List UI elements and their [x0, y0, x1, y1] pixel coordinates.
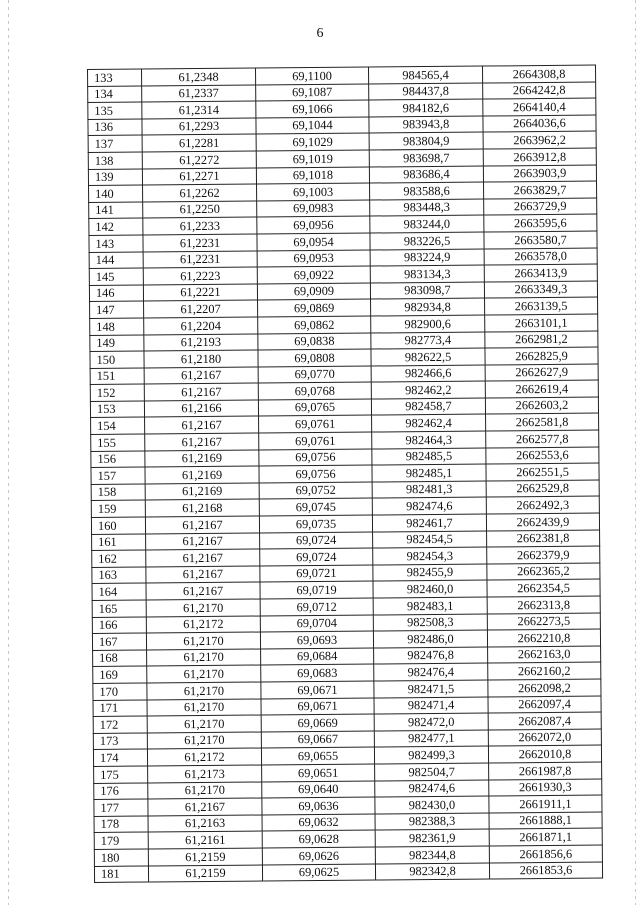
x-coordinate-cell: 982342,8: [375, 863, 489, 881]
longitude-cell: 69,0724: [260, 532, 373, 550]
point-number-cell: 177: [94, 799, 148, 816]
coordinates-table-body: [88, 65, 603, 882]
y-coordinate-cell: 2662072,0: [488, 729, 601, 747]
longitude-cell: 69,0770: [258, 366, 371, 384]
latitude-cell: 61,2167: [145, 516, 259, 534]
longitude-cell: 69,0756: [259, 449, 372, 467]
longitude-cell: 69,0693: [260, 631, 373, 649]
longitude-cell: 69,0640: [262, 781, 375, 799]
latitude-cell: 61,2170: [147, 665, 261, 683]
point-number-cell: 148: [90, 318, 144, 335]
latitude-cell: 61,2293: [142, 118, 256, 136]
y-coordinate-cell: 2663903,9: [483, 165, 596, 183]
point-number-cell: 179: [94, 832, 148, 849]
latitude-cell: 61,2170: [146, 632, 260, 650]
longitude-cell: 69,0712: [260, 598, 373, 616]
longitude-cell: 69,0983: [257, 200, 370, 218]
point-number-cell: 138: [88, 152, 142, 169]
longitude-cell: 69,1087: [256, 84, 369, 102]
x-coordinate-cell: 982464,3: [372, 431, 486, 449]
longitude-cell: 69,0862: [258, 316, 371, 334]
point-number-cell: 158: [91, 484, 145, 501]
point-number-cell: 139: [88, 169, 142, 186]
x-coordinate-cell: 982486,0: [373, 630, 487, 648]
y-coordinate-cell: 2662603,2: [485, 397, 598, 415]
point-number-cell: 166: [92, 617, 146, 634]
y-coordinate-cell: 2661871,1: [489, 828, 602, 846]
y-coordinate-cell: 2664036,6: [483, 115, 596, 133]
latitude-cell: 61,2167: [145, 433, 259, 451]
y-coordinate-cell: 2663829,7: [484, 181, 597, 199]
latitude-cell: 61,2170: [148, 782, 262, 800]
latitude-cell: 61,2281: [142, 134, 256, 152]
latitude-cell: 61,2170: [146, 599, 260, 617]
x-coordinate-cell: 983448,3: [370, 199, 484, 217]
longitude-cell: 69,1044: [256, 117, 369, 135]
scan-edge-right: [635, 0, 636, 905]
latitude-cell: 61,2204: [144, 317, 258, 335]
x-coordinate-cell: 982508,3: [373, 614, 487, 632]
latitude-cell: 61,2169: [145, 450, 259, 468]
longitude-cell: 69,0671: [261, 698, 374, 716]
point-number-cell: 168: [93, 650, 147, 667]
latitude-cell: 61,2231: [143, 234, 257, 252]
y-coordinate-cell: 2663413,9: [484, 264, 597, 282]
longitude-cell: 69,0954: [257, 233, 370, 251]
y-coordinate-cell: 2662163,0: [488, 646, 601, 664]
x-coordinate-cell: 983244,0: [370, 215, 484, 233]
x-coordinate-cell: 983686,4: [369, 166, 483, 184]
x-coordinate-cell: 982460,0: [373, 580, 487, 598]
point-number-cell: 164: [92, 583, 146, 600]
longitude-cell: 69,0909: [257, 283, 370, 301]
x-coordinate-cell: 983224,9: [370, 249, 484, 267]
latitude-cell: 61,2169: [145, 466, 259, 484]
longitude-cell: 69,0684: [261, 648, 374, 666]
point-number-cell: 154: [91, 417, 145, 434]
x-coordinate-cell: 983698,7: [369, 149, 483, 167]
point-number-cell: 171: [93, 700, 147, 717]
latitude-cell: 61,2167: [146, 549, 260, 567]
latitude-cell: 61,2172: [147, 748, 261, 766]
x-coordinate-cell: 982504,7: [375, 763, 489, 781]
point-number-cell: 153: [90, 401, 144, 418]
latitude-cell: 61,2193: [144, 334, 258, 352]
x-coordinate-cell: 982454,3: [373, 547, 487, 565]
y-coordinate-cell: 2662825,9: [485, 347, 598, 365]
y-coordinate-cell: 2662210,8: [487, 629, 600, 647]
page-number: 6: [316, 26, 324, 41]
y-coordinate-cell: 2663101,1: [485, 314, 598, 332]
x-coordinate-cell: 982481,3: [372, 481, 486, 499]
y-coordinate-cell: 2662354,5: [487, 579, 600, 597]
x-coordinate-cell: 984182,6: [369, 99, 483, 117]
longitude-cell: 69,0671: [261, 681, 374, 699]
point-number-cell: 165: [92, 600, 146, 617]
longitude-cell: 69,0838: [258, 333, 371, 351]
latitude-cell: 61,2167: [145, 416, 259, 434]
point-number-cell: 145: [89, 268, 143, 285]
x-coordinate-cell: 983134,3: [370, 265, 484, 283]
point-number-cell: 133: [88, 69, 142, 86]
x-coordinate-cell: 983804,9: [369, 132, 483, 150]
y-coordinate-cell: 2662577,8: [486, 430, 599, 448]
latitude-cell: 61,2167: [144, 383, 258, 401]
y-coordinate-cell: 2663578,0: [484, 248, 597, 266]
x-coordinate-cell: 982361,9: [375, 829, 489, 847]
table-row: [94, 862, 602, 883]
x-coordinate-cell: 982773,4: [371, 332, 485, 350]
longitude-cell: 69,0735: [259, 515, 372, 533]
point-number-cell: 143: [89, 235, 143, 252]
x-coordinate-cell: 982458,7: [371, 398, 485, 416]
y-coordinate-cell: 2663912,8: [483, 148, 596, 166]
longitude-cell: 69,0667: [261, 731, 374, 749]
point-number-cell: 134: [88, 86, 142, 103]
y-coordinate-cell: 2663139,5: [485, 297, 598, 315]
x-coordinate-cell: 982477,1: [374, 730, 488, 748]
point-number-cell: 150: [90, 351, 144, 368]
x-coordinate-cell: 982455,9: [373, 564, 487, 582]
longitude-cell: 69,0768: [258, 382, 371, 400]
point-number-cell: 152: [90, 384, 144, 401]
latitude-cell: 61,2173: [148, 765, 262, 783]
longitude-cell: 69,0704: [260, 615, 373, 633]
latitude-cell: 61,2314: [142, 101, 256, 119]
point-number-cell: 161: [92, 534, 146, 551]
x-coordinate-cell: 983588,6: [370, 182, 484, 200]
y-coordinate-cell: 2662553,6: [486, 447, 599, 465]
y-coordinate-cell: 2662160,2: [488, 662, 601, 680]
point-number-cell: 174: [93, 749, 147, 766]
latitude-cell: 61,2170: [147, 732, 261, 750]
x-coordinate-cell: 984565,4: [368, 66, 482, 84]
latitude-cell: 61,2159: [148, 848, 262, 866]
coordinates-table: [87, 65, 603, 884]
point-number-cell: 140: [89, 185, 143, 202]
y-coordinate-cell: 2661853,6: [489, 862, 602, 880]
longitude-cell: 69,1066: [256, 100, 369, 118]
longitude-cell: 69,0765: [258, 399, 371, 417]
longitude-cell: 69,0625: [262, 864, 375, 882]
y-coordinate-cell: 2662273,5: [487, 613, 600, 631]
longitude-cell: 69,0922: [257, 266, 370, 284]
point-number-cell: 149: [90, 335, 144, 352]
longitude-cell: 69,1029: [256, 133, 369, 151]
latitude-cell: 61,2272: [142, 151, 256, 169]
x-coordinate-cell: 982430,0: [375, 796, 489, 814]
x-coordinate-cell: 982499,3: [374, 746, 488, 764]
x-coordinate-cell: 982454,5: [373, 531, 487, 549]
y-coordinate-cell: 2662529,8: [486, 480, 599, 498]
point-number-cell: 137: [88, 135, 142, 152]
y-coordinate-cell: 2662381,8: [487, 530, 600, 548]
latitude-cell: 61,2170: [147, 715, 261, 733]
latitude-cell: 61,2262: [143, 184, 257, 202]
point-number-cell: 176: [94, 783, 148, 800]
latitude-cell: 61,2167: [148, 798, 262, 816]
latitude-cell: 61,2250: [143, 201, 257, 219]
point-number-cell: 173: [93, 733, 147, 750]
point-number-cell: 175: [94, 766, 148, 783]
longitude-cell: 69,0628: [262, 830, 375, 848]
latitude-cell: 61,2167: [146, 566, 260, 584]
x-coordinate-cell: 982476,8: [374, 647, 488, 665]
longitude-cell: 69,1018: [256, 167, 369, 185]
x-coordinate-cell: 982900,6: [371, 315, 485, 333]
latitude-cell: 61,2170: [147, 649, 261, 667]
latitude-cell: 61,2161: [148, 831, 262, 849]
y-coordinate-cell: 2661856,6: [489, 845, 602, 863]
x-coordinate-cell: 982471,5: [374, 680, 488, 698]
y-coordinate-cell: 2663580,7: [484, 231, 597, 249]
longitude-cell: 69,0719: [260, 581, 373, 599]
point-number-cell: 147: [90, 301, 144, 318]
x-coordinate-cell: 983943,8: [369, 116, 483, 134]
point-number-cell: 178: [94, 816, 148, 833]
latitude-cell: 61,2163: [148, 815, 262, 833]
y-coordinate-cell: 2662981,2: [485, 331, 598, 349]
y-coordinate-cell: 2662439,9: [486, 513, 599, 531]
latitude-cell: 61,2167: [146, 533, 260, 551]
x-coordinate-cell: 982388,3: [375, 813, 489, 831]
y-coordinate-cell: 2663349,3: [484, 281, 597, 299]
x-coordinate-cell: 982466,6: [371, 365, 485, 383]
y-coordinate-cell: 2661911,1: [489, 795, 602, 813]
x-coordinate-cell: 982462,2: [371, 381, 485, 399]
y-coordinate-cell: 2663962,2: [483, 131, 596, 149]
point-number-cell: 180: [94, 849, 148, 866]
longitude-cell: 69,0721: [260, 565, 373, 583]
point-number-cell: 136: [88, 119, 142, 136]
y-coordinate-cell: 2663729,9: [484, 198, 597, 216]
x-coordinate-cell: 982622,5: [371, 348, 485, 366]
longitude-cell: 69,0669: [261, 714, 374, 732]
x-coordinate-cell: 982483,1: [373, 597, 487, 615]
longitude-cell: 69,0626: [262, 847, 375, 865]
y-coordinate-cell: 2662365,2: [487, 563, 600, 581]
latitude-cell: 61,2167: [144, 367, 258, 385]
point-number-cell: 141: [89, 202, 143, 219]
point-number-cell: 167: [92, 633, 146, 650]
point-number-cell: 160: [91, 517, 145, 534]
x-coordinate-cell: 982474,6: [375, 780, 489, 798]
longitude-cell: 69,0683: [261, 664, 374, 682]
x-coordinate-cell: 982934,8: [371, 298, 485, 316]
latitude-cell: 61,2207: [144, 300, 258, 318]
x-coordinate-cell: 982344,8: [375, 846, 489, 864]
point-number-cell: 144: [89, 252, 143, 269]
x-coordinate-cell: 982461,7: [372, 514, 486, 532]
point-number-cell: 142: [89, 218, 143, 235]
longitude-cell: 69,0953: [257, 250, 370, 268]
latitude-cell: 61,2159: [148, 864, 262, 882]
y-coordinate-cell: 2662010,8: [488, 745, 601, 763]
latitude-cell: 61,2166: [144, 400, 258, 418]
y-coordinate-cell: 2662087,4: [488, 712, 601, 730]
latitude-cell: 61,2170: [147, 699, 261, 717]
x-coordinate-cell: 982485,5: [372, 448, 486, 466]
longitude-cell: 69,0756: [259, 465, 372, 483]
point-number-cell: 146: [89, 285, 143, 302]
y-coordinate-cell: 2662492,3: [486, 496, 599, 514]
x-coordinate-cell: 983226,5: [370, 232, 484, 250]
point-number-cell: 135: [88, 102, 142, 119]
point-number-cell: 181: [94, 865, 148, 882]
point-number-cell: 163: [92, 567, 146, 584]
longitude-cell: 69,1019: [256, 150, 369, 168]
y-coordinate-cell: 2662097,4: [488, 696, 601, 714]
point-number-cell: 159: [91, 500, 145, 517]
longitude-cell: 69,0632: [262, 814, 375, 832]
latitude-cell: 61,2172: [146, 616, 260, 634]
y-coordinate-cell: 2664242,8: [483, 82, 596, 100]
y-coordinate-cell: 2663595,6: [484, 214, 597, 232]
longitude-cell: 69,0761: [259, 432, 372, 450]
longitude-cell: 69,0752: [259, 482, 372, 500]
x-coordinate-cell: 984437,8: [369, 83, 483, 101]
longitude-cell: 69,1100: [255, 67, 368, 85]
point-number-cell: 169: [93, 666, 147, 683]
y-coordinate-cell: 2661930,3: [489, 779, 602, 797]
y-coordinate-cell: 2662379,9: [487, 546, 600, 564]
point-number-cell: 162: [92, 550, 146, 567]
point-number-cell: 170: [93, 683, 147, 700]
y-coordinate-cell: 2661888,1: [489, 812, 602, 830]
longitude-cell: 69,0636: [262, 797, 375, 815]
x-coordinate-cell: 982462,4: [372, 415, 486, 433]
latitude-cell: 61,2180: [144, 350, 258, 368]
y-coordinate-cell: 2662581,8: [486, 414, 599, 432]
y-coordinate-cell: 2664308,8: [482, 65, 595, 83]
x-coordinate-cell: 982471,4: [374, 697, 488, 715]
latitude-cell: 61,2348: [142, 68, 256, 86]
y-coordinate-cell: 2662627,9: [485, 364, 598, 382]
longitude-cell: 69,0724: [260, 548, 373, 566]
point-number-cell: 172: [93, 716, 147, 733]
latitude-cell: 61,2168: [145, 499, 259, 517]
point-number-cell: 156: [91, 451, 145, 468]
point-number-cell: 155: [91, 434, 145, 451]
y-coordinate-cell: 2662313,8: [487, 596, 600, 614]
latitude-cell: 61,2169: [145, 483, 259, 501]
x-coordinate-cell: 983098,7: [370, 282, 484, 300]
x-coordinate-cell: 982485,1: [372, 464, 486, 482]
y-coordinate-cell: 2662551,5: [486, 463, 599, 481]
x-coordinate-cell: 982472,0: [374, 713, 488, 731]
x-coordinate-cell: 982476,4: [374, 663, 488, 681]
latitude-cell: 61,2231: [143, 251, 257, 269]
latitude-cell: 61,2223: [143, 267, 257, 285]
longitude-cell: 69,0869: [258, 299, 371, 317]
latitude-cell: 61,2337: [142, 85, 256, 103]
latitude-cell: 61,2167: [146, 582, 260, 600]
longitude-cell: 69,0745: [259, 498, 372, 516]
longitude-cell: 69,0956: [257, 216, 370, 234]
y-coordinate-cell: 2661987,8: [489, 762, 602, 780]
y-coordinate-cell: 2664140,4: [483, 98, 596, 116]
point-number-cell: 157: [91, 467, 145, 484]
longitude-cell: 69,0655: [261, 747, 374, 765]
x-coordinate-cell: 982474,6: [372, 497, 486, 515]
longitude-cell: 69,1003: [257, 183, 370, 201]
longitude-cell: 69,0761: [259, 415, 372, 433]
latitude-cell: 61,2233: [143, 217, 257, 235]
latitude-cell: 61,2221: [143, 284, 257, 302]
y-coordinate-cell: 2662098,2: [488, 679, 601, 697]
y-coordinate-cell: 2662619,4: [485, 380, 598, 398]
longitude-cell: 69,0651: [262, 764, 375, 782]
longitude-cell: 69,0808: [258, 349, 371, 367]
point-number-cell: 151: [90, 368, 144, 385]
latitude-cell: 61,2271: [142, 168, 256, 186]
scan-edge-left: [8, 0, 9, 905]
latitude-cell: 61,2170: [147, 682, 261, 700]
